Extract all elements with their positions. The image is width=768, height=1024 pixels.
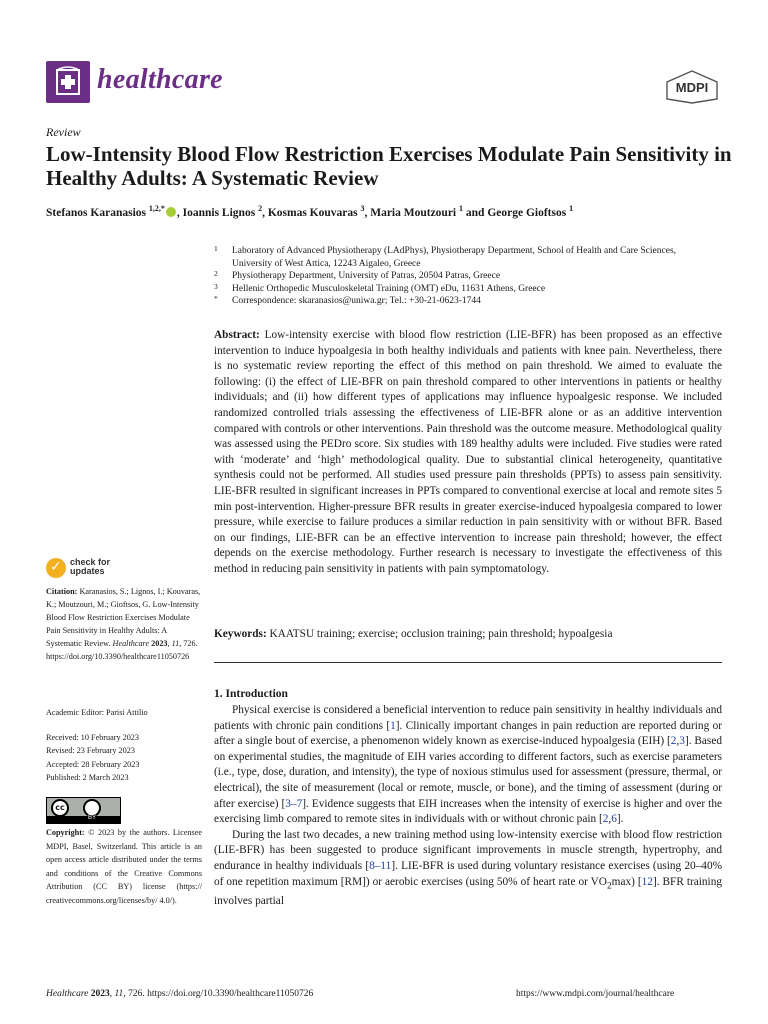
- correspondence-text: Correspondence: skaranasios@uniwa.gr; Tel.: +30-21-0623-1744: [232, 296, 481, 306]
- orcid-icon[interactable]: [166, 207, 176, 217]
- article-dates: [46, 731, 202, 784]
- publisher-name: MDPI: [675, 80, 709, 95]
- affiliation-list: [214, 245, 714, 308]
- citation-text: Karanasios, S.; Lignos, I.; Kouvaras, K.; Moutzouri, M.; Gioftsos, G. Low-Intensity Blood Flow Restriction Exercises Modulate Pain Sensitivity in Healthy Adults: A Systematic Review.: [46, 587, 201, 649]
- copyright-label: Copyright:: [46, 828, 85, 837]
- footer-journal-url[interactable]: https://www.mdpi.com/journal/healthcare: [516, 989, 675, 999]
- keywords: [214, 627, 722, 643]
- affiliation-mark: 2: [214, 269, 218, 278]
- check-for-updates-badge[interactable]: ✓ check for updates: [46, 558, 166, 580]
- citation-link[interactable]: 12: [641, 875, 653, 888]
- accepted-date: Accepted: 28 February 2023: [46, 759, 140, 769]
- author-affiliation-mark: 1: [569, 204, 574, 213]
- citation-link[interactable]: 3–7: [285, 797, 303, 810]
- citation-doi[interactable]: , 726. https://doi.org/10.3390/healthcare11050726: [46, 639, 198, 662]
- citation-link[interactable]: 8–11: [369, 859, 392, 872]
- footer-volume: 11: [114, 989, 124, 999]
- check-for-updates-line2: updates: [70, 566, 105, 576]
- affiliation-item: [214, 270, 714, 283]
- footer-citation: Healthcare 2023, 11, 726. https://doi.org/10.3390/healthcare11050726: [46, 989, 314, 999]
- citation-label: Citation:: [46, 587, 78, 596]
- published-date: Published: 2 March 2023: [46, 772, 129, 782]
- citation-link[interactable]: 1: [390, 719, 396, 732]
- citation-link[interactable]: 6: [611, 813, 617, 826]
- affiliation-mark: 3: [214, 281, 218, 291]
- abstract-label: Abstract:: [214, 329, 260, 341]
- author-list: Stefanos Karanasios $^{1,2,*}$ , Ioannis Lignos $^2$, Kosmas Kouvaras $^3$, Maria Moutzouri $^1$ and George Gioftsos $^1$: [46, 204, 574, 219]
- affiliation-item: [214, 283, 714, 296]
- author-name: Kosmas Kouvaras: [267, 206, 358, 219]
- author-name: George Gioftsos: [487, 206, 567, 219]
- article-title: Low-Intensity Blood Flow Restriction Exercises Modulate Pain Sensitivity in Healthy Adults: A Systematic Review: [46, 142, 732, 190]
- affiliation-mark: 1: [214, 244, 218, 253]
- introduction-body: [214, 703, 722, 910]
- affiliation-item: [214, 245, 714, 270]
- paragraph: During the last two decades, a new training method using low-intensity exercise with blood flow restriction (LIE-BFR) has been suggested to produce significant improvements in muscle strength, hypertrophy, and endurance in healthy individuals [8–11]. LIE-BFR is used during voluntary resistance exercises (using 20–40% of one repetition maximum [RM]) or aerobic exercises (using 50% of heart rate or $VO_2\max$) [12]. BFR training involves partial: [214, 828, 723, 908]
- keywords-label: Keywords:: [214, 628, 267, 640]
- citation-journal: Healthcare: [112, 639, 150, 649]
- cc-by-text: BY: [87, 815, 96, 821]
- citation-link[interactable]: 2: [602, 813, 609, 826]
- author-affiliation-mark: 1,2,*: [148, 204, 165, 213]
- author-affiliation-mark: 2: [258, 204, 263, 213]
- citation-link[interactable]: 3: [679, 735, 685, 748]
- footer-doi[interactable]: , 726. https://doi.org/10.3390/healthcare11050726: [123, 989, 314, 999]
- copyright-block: [46, 826, 202, 908]
- revised-date: Revised: 23 February 2023: [46, 746, 135, 756]
- author-name: Ioannis Lignos: [182, 206, 256, 219]
- check-for-updates-line1: check for: [70, 557, 111, 567]
- affiliation-text: Physiotherapy Department, University of Patras, 20504 Patras, Greece: [232, 271, 501, 281]
- paragraph: Physical exercise is considered a beneficial intervention to reduce pain sensitivity in healthy individuals and patients with chronic pain conditions [1]. Clinically important changes in pain reduction are reported during or after a single bout of exercise, a phenomenon widely known as exercise-induced hypoalgesia (EIH) [2,3]. Based on experimental studies, the magnitude of EIH varies according to different factors, such as exercise parameters (i.e., type, dose, duration, and intensity), the type of noxious stimulus used for assessment (pressure, thermal, or electrical), the site of measurement (local or remote, muscle, or bone), and the timing of assessment (during or after exercise) [3–7]. Evidence suggests that EIH increases when the intensity of exercise is higher and over the exercising limb compared to remote sites in individuals with or without chronic pain [2,6].: [214, 704, 722, 826]
- affiliation-text: Hellenic Orthopedic Musculoskeletal Training (OMT) eDu, 11631 Athens, Greece: [232, 283, 546, 294]
- citation-link[interactable]: 2: [670, 735, 677, 748]
- footer-year: 2023: [90, 989, 110, 999]
- citation-volume: 11: [171, 639, 180, 649]
- affiliation-mark: *: [214, 294, 218, 303]
- citation-year: 2023: [151, 639, 168, 649]
- abstract: [214, 328, 722, 578]
- journal-name: healthcare: [97, 64, 223, 95]
- author-name: Maria Moutzouri: [370, 206, 457, 219]
- footer-journal: Healthcare: [46, 989, 89, 999]
- affiliation-text: Laboratory of Advanced Physiotherapy (LAdPhys), Physiotherapy Department, School of Health and Care Sciences, University of West Attica, 12243 Aigaleo, Greece: [232, 246, 677, 269]
- publisher-logo: [666, 70, 718, 104]
- citation-block: Citation: Karanasios, S.; Lignos, I.; Kouvaras, K.; Moutzouri, M.; Gioftsos, G. Low-Intensity Blood Flow Restriction Exercises Modulate Pain Sensitivity in Healthy Adults: A Systematic Review. Healthcare 2023, 11, 726. https://doi.org/10.3390/healthcare11050726: [46, 587, 201, 662]
- affiliation-item: [214, 295, 714, 308]
- academic-editor: Academic Editor: Parisi Attilio: [46, 708, 148, 717]
- journal-logo-icon: [46, 61, 90, 103]
- divider: [214, 662, 722, 663]
- keywords-text: KAATSU training; exercise; occlusion training; pain threshold; hypoalgesia: [269, 628, 613, 640]
- article-type: Review: [46, 125, 81, 139]
- abstract-text: Low-intensity exercise with blood flow restriction (LIE-BFR) has been proposed as an effective intervention to induce hypoalgesia in both healthy individuals and patients with knee pain. Nevertheless, there is no systematic review reporting the effect of this method on pain threshold. We aimed to evaluate the following: (i) the effect of LIE-BFR on pain threshold compared to other interventions in patients or healthy individuals; and (ii) how different types of applications may influence hypoalgesic response. We included randomized controlled trials assessing the effectiveness of LIE-BFR alone or as an additive intervention compared with controls or other interventions. Pain threshold was the outcome measure. Methodological quality was assessed using the PEDro score. Six studies with 189 healthy adults were included. Five studies were rated with ‘moderate’ and ‘high’ methodological quality. Due to substantial clinical heterogeneity, quantitative synthesis could not be performed. All studies used pressure pain thresholds (PPTs) to assess pain sensitivity. LIE-BFR resulted in significant increases in PPTs compared to conventional exercise at local and remote sites 5 min post-intervention. Higher-pressure BFR results in greater exercise-induced hypoalgesia compared to lower pressure, while exercise to failure produces a similar reduction in pain sensitivity with or without BFR. Based on our findings, LIE-BFR can be an effective intervention to increase pain threshold; however, the effect depends on the exercise methodology. Further research is necessary to investigate the effectiveness of this method in reducing pain sensitivity in patients with pain symptomatology.: [214, 329, 722, 575]
- section-heading: 1. Introduction: [214, 688, 288, 700]
- received-date: Received: 10 February 2023: [46, 733, 139, 742]
- cc-by-license-icon[interactable]: cc BY: [46, 797, 121, 824]
- author-affiliation-mark: 1: [459, 204, 464, 213]
- author-name: Stefanos Karanasios: [46, 206, 146, 219]
- copyright-text: © 2023 by the authors. Licensee MDPI, Basel, Switzerland. This article is an open access article distributed under the terms and conditions of the Creative Commons Attribution (CC BY) license (https:// creativecommons.org/licenses/by/ 4.0/).: [46, 828, 203, 905]
- author-affiliation-mark: 3: [360, 204, 365, 213]
